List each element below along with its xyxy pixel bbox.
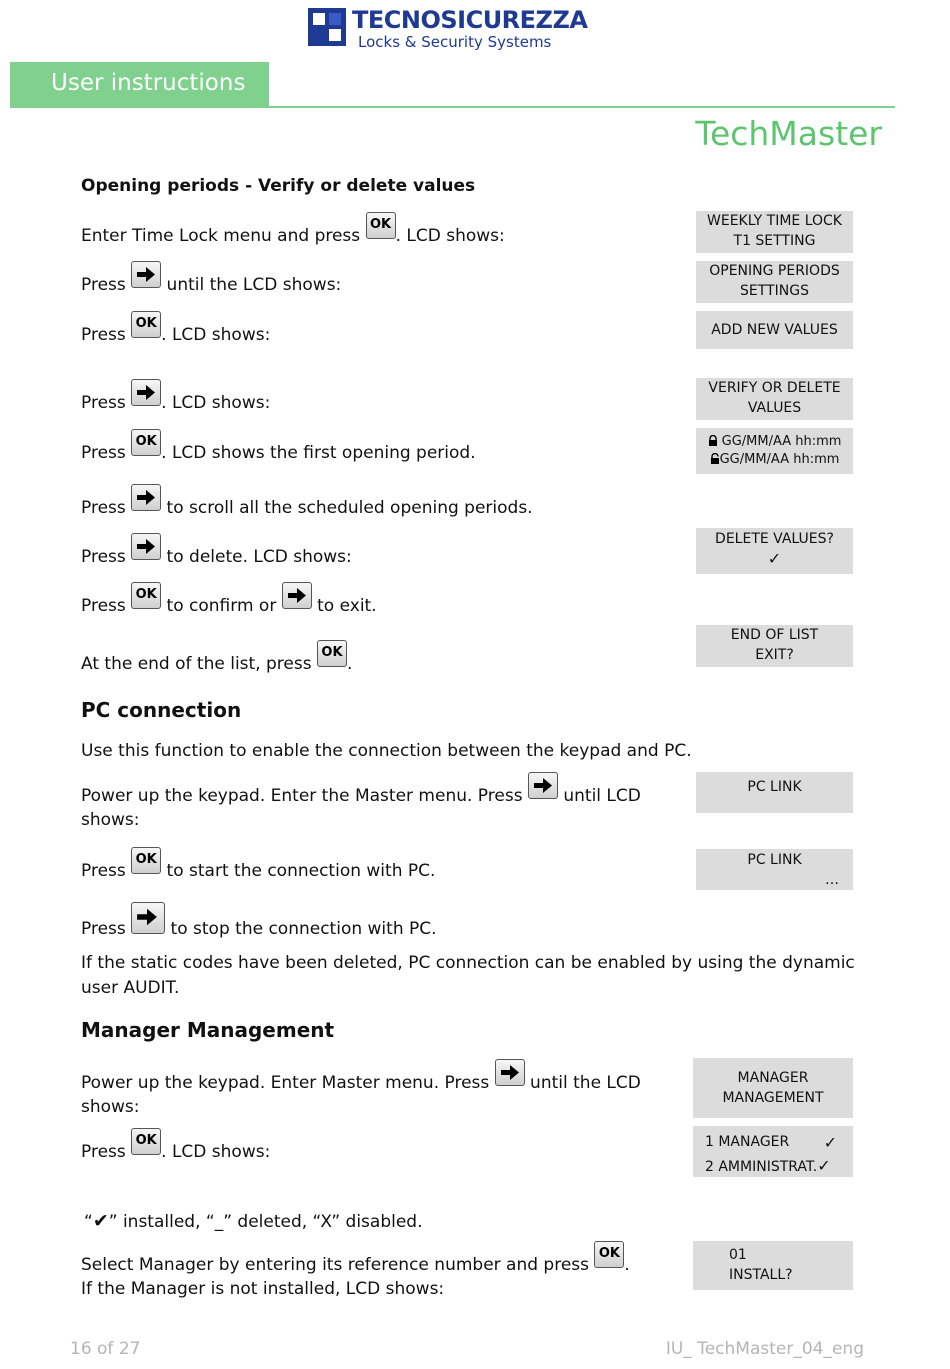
manager-step-power-up: Power up the keypad. Enter Master menu. Press until the LCD — [81, 1059, 641, 1086]
manager-step-select: Select Manager by entering its reference number and press OK . — [81, 1241, 630, 1268]
manager-step-select-cont: If the Manager is not installed, LCD shows: — [81, 1279, 445, 1299]
arrow-right-icon — [528, 772, 558, 799]
page-number: 16 of 27 — [70, 1339, 141, 1359]
check-icon: ✓ — [817, 1156, 831, 1175]
check-icon: ✓ — [823, 1133, 837, 1152]
step-scroll-periods: Press to scroll all the scheduled opening periods. — [81, 484, 533, 511]
arrow-right-icon — [282, 582, 312, 609]
pc-note-line1: If the static codes have been deleted, PC connection can be enabled by using the dynamic — [81, 953, 855, 973]
lcd-install: 01 INSTALL? — [693, 1241, 853, 1290]
lcd-delete-values: DELETE VALUES? ✓ — [696, 528, 853, 574]
manager-step-power-up-cont: shows: — [81, 1097, 140, 1117]
step-press-arrow-opening: Press until the LCD shows: — [81, 261, 341, 288]
lcd-end-of-list: END OF LIST EXIT? — [696, 625, 853, 667]
pc-step-power-up-cont: shows: — [81, 810, 140, 830]
pc-connection-heading: PC connection — [81, 698, 242, 722]
step-delete: Press to delete. LCD shows: — [81, 533, 352, 560]
lcd-verify-or-delete: VERIFY OR DELETE VALUES — [696, 378, 853, 420]
section-banner: User instructions — [10, 62, 269, 108]
header-divider — [269, 106, 895, 108]
pc-intro: Use this function to enable the connection between the keypad and PC. — [81, 741, 692, 761]
pc-step-power-up: Power up the keypad. Enter the Master menu. Press until LCD — [81, 772, 641, 799]
ok-key-icon: OK — [131, 582, 161, 609]
manager-legend: “✔” installed, “_” deleted, “X” disabled. — [84, 1210, 423, 1232]
ok-key-icon: OK — [317, 640, 347, 667]
ok-key-icon: OK — [131, 429, 161, 456]
lcd-manager-management: MANAGER MANAGEMENT — [693, 1058, 853, 1118]
product-title: TechMaster — [695, 114, 882, 153]
brand-name: TECNOSICUREZZA — [352, 6, 588, 34]
lcd-opening-periods-settings: OPENING PERIODS SETTINGS — [696, 261, 853, 303]
step-press-ok-first-period: Press OK . LCD shows the first opening period. — [81, 429, 476, 456]
step-press-ok-add: Press OK . LCD shows: — [81, 311, 270, 338]
pc-note-line2: user AUDIT. — [81, 978, 180, 998]
arrow-right-icon — [495, 1059, 525, 1086]
lock-open-icon — [710, 453, 720, 464]
arrow-right-icon — [131, 484, 161, 511]
step-confirm-or-exit: Press OK to confirm or to exit. — [81, 582, 377, 609]
step-enter-time-lock: Enter Time Lock menu and press OK . LCD shows: — [81, 212, 505, 239]
lcd-pc-link-active: PC LINK … — [696, 849, 853, 890]
manager-heading: Manager Management — [81, 1018, 335, 1042]
ok-key-icon: OK — [366, 212, 396, 239]
logo-mark-icon — [308, 8, 346, 46]
checkmark-icon: ✔ — [92, 1210, 109, 1232]
pc-step-stop: Press to stop the connection with PC. — [81, 902, 437, 934]
pc-step-start: Press OK to start the connection with PC. — [81, 847, 435, 874]
lcd-weekly-time-lock: WEEKLY TIME LOCK T1 SETTING — [696, 211, 853, 253]
ok-key-icon: OK — [131, 311, 161, 338]
lcd-pc-link: PC LINK — [696, 772, 853, 813]
arrow-right-icon — [131, 379, 161, 406]
ok-key-icon: OK — [131, 847, 161, 874]
opening-periods-heading: Opening periods - Verify or delete values — [81, 176, 476, 196]
brand-tagline: Locks & Security Systems — [358, 33, 552, 51]
step-press-arrow-verify: Press . LCD shows: — [81, 379, 270, 406]
ok-key-icon: OK — [131, 1128, 161, 1155]
lock-closed-icon — [708, 435, 718, 446]
arrow-right-icon — [131, 261, 161, 288]
check-icon: ✓ — [767, 549, 782, 568]
document-code: IU_ TechMaster_04_eng — [665, 1339, 864, 1359]
arrow-right-icon — [131, 902, 165, 934]
manager-step-press-ok: Press OK . LCD shows: — [81, 1128, 270, 1155]
company-logo — [308, 6, 642, 50]
lcd-manager-list: 1 MANAGER ✓ 2 AMMINISTRAT.✓ — [693, 1126, 853, 1177]
lcd-add-new-values: ADD NEW VALUES — [696, 311, 853, 349]
ok-key-icon: OK — [594, 1241, 624, 1268]
lcd-period-display: GG/MM/AA hh:mm GG/MM/AA hh:mm — [696, 428, 853, 474]
arrow-right-icon — [131, 533, 161, 560]
step-end-of-list: At the end of the list, press OK . — [81, 640, 352, 667]
